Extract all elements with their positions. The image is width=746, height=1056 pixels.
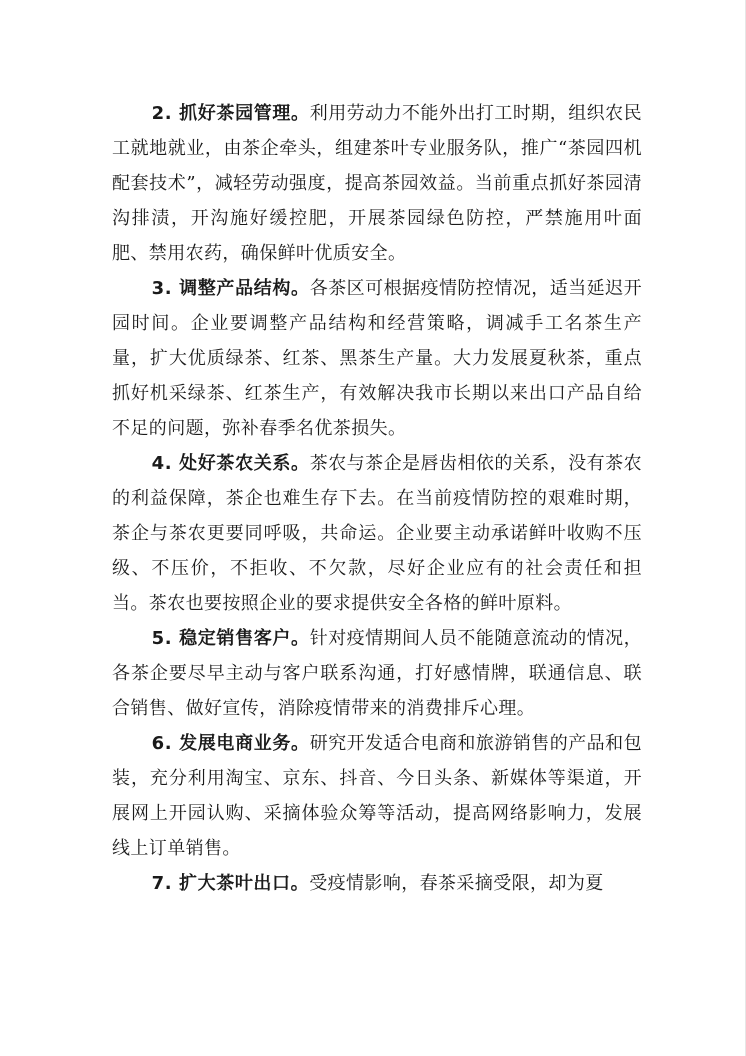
paragraph-ecommerce bbox=[112, 726, 642, 866]
section-heading: 6. 发展电商业务。 bbox=[151, 733, 310, 754]
section-text: 研究开发适合电商和旅游销售的产品和包装，充分利用淘宝、京东、抖音、今日头条、新媒体等渠道，开展网上开园认购、采摘体验众筹等活动，提高网络影响力，发展线上订单销售。 bbox=[112, 733, 642, 859]
paragraph-tea-garden-management bbox=[112, 96, 642, 271]
paragraph-sales-customers bbox=[112, 621, 642, 726]
section-heading: 5. 稳定销售客户。 bbox=[151, 628, 310, 649]
section-heading: 2. 抓好茶园管理。 bbox=[151, 103, 310, 124]
section-text: 受疫情影响，春茶采摘受限，却为夏 bbox=[309, 873, 604, 894]
section-text: 各茶区可根据疫情防控情况，适当延迟开园时间。企业要调整产品结构和经营策略，调减手工名茶生产量，扩大优质绿茶、红茶、黑茶生产量。大力发展夏秋茶，重点抓好机采绿茶、红茶生产，有效解决我市长期以来出口产品自给不足的问题，弥补春季名优茶损失。 bbox=[112, 278, 642, 439]
section-text: 针对疫情期间人员不能随意流动的情况，各茶企要尽早主动与客户联系沟通，打好感情牌，联通信息、联合销售、做好宣传，消除疫情带来的消费排斥心理。 bbox=[112, 628, 642, 719]
document-body bbox=[112, 96, 642, 901]
section-heading: 4. 处好茶农关系。 bbox=[151, 453, 310, 474]
section-heading: 7. 扩大茶叶出口。 bbox=[151, 873, 310, 894]
section-text: 利用劳动力不能外出打工时期，组织农民工就地就业，由茶企牵头，组建茶叶专业服务队，推广“茶园四机配套技术”，减轻劳动强度，提高茶园效益。当前重点抓好茶园清沟排渍，开沟施好缓控肥，开展茶园绿色防控，严禁施用叶面肥、禁用农药，确保鲜叶优质安全。 bbox=[112, 103, 642, 264]
paragraph-tea-farmer-relations bbox=[112, 446, 642, 621]
paragraph-product-structure bbox=[112, 271, 642, 446]
section-heading: 3. 调整产品结构。 bbox=[151, 278, 310, 299]
paragraph-tea-export bbox=[112, 866, 642, 901]
section-text: 茶农与茶企是唇齿相依的关系，没有茶农的利益保障，茶企也难生存下去。在当前疫情防控的艰难时期，茶企与茶农更要同呼吸，共命运。企业要主动承诺鲜叶收购不压级、不压价，不拒收、不欠款，尽好企业应有的社会责任和担当。茶农也要按照企业的要求提供安全各格的鲜叶原料。 bbox=[112, 453, 642, 614]
